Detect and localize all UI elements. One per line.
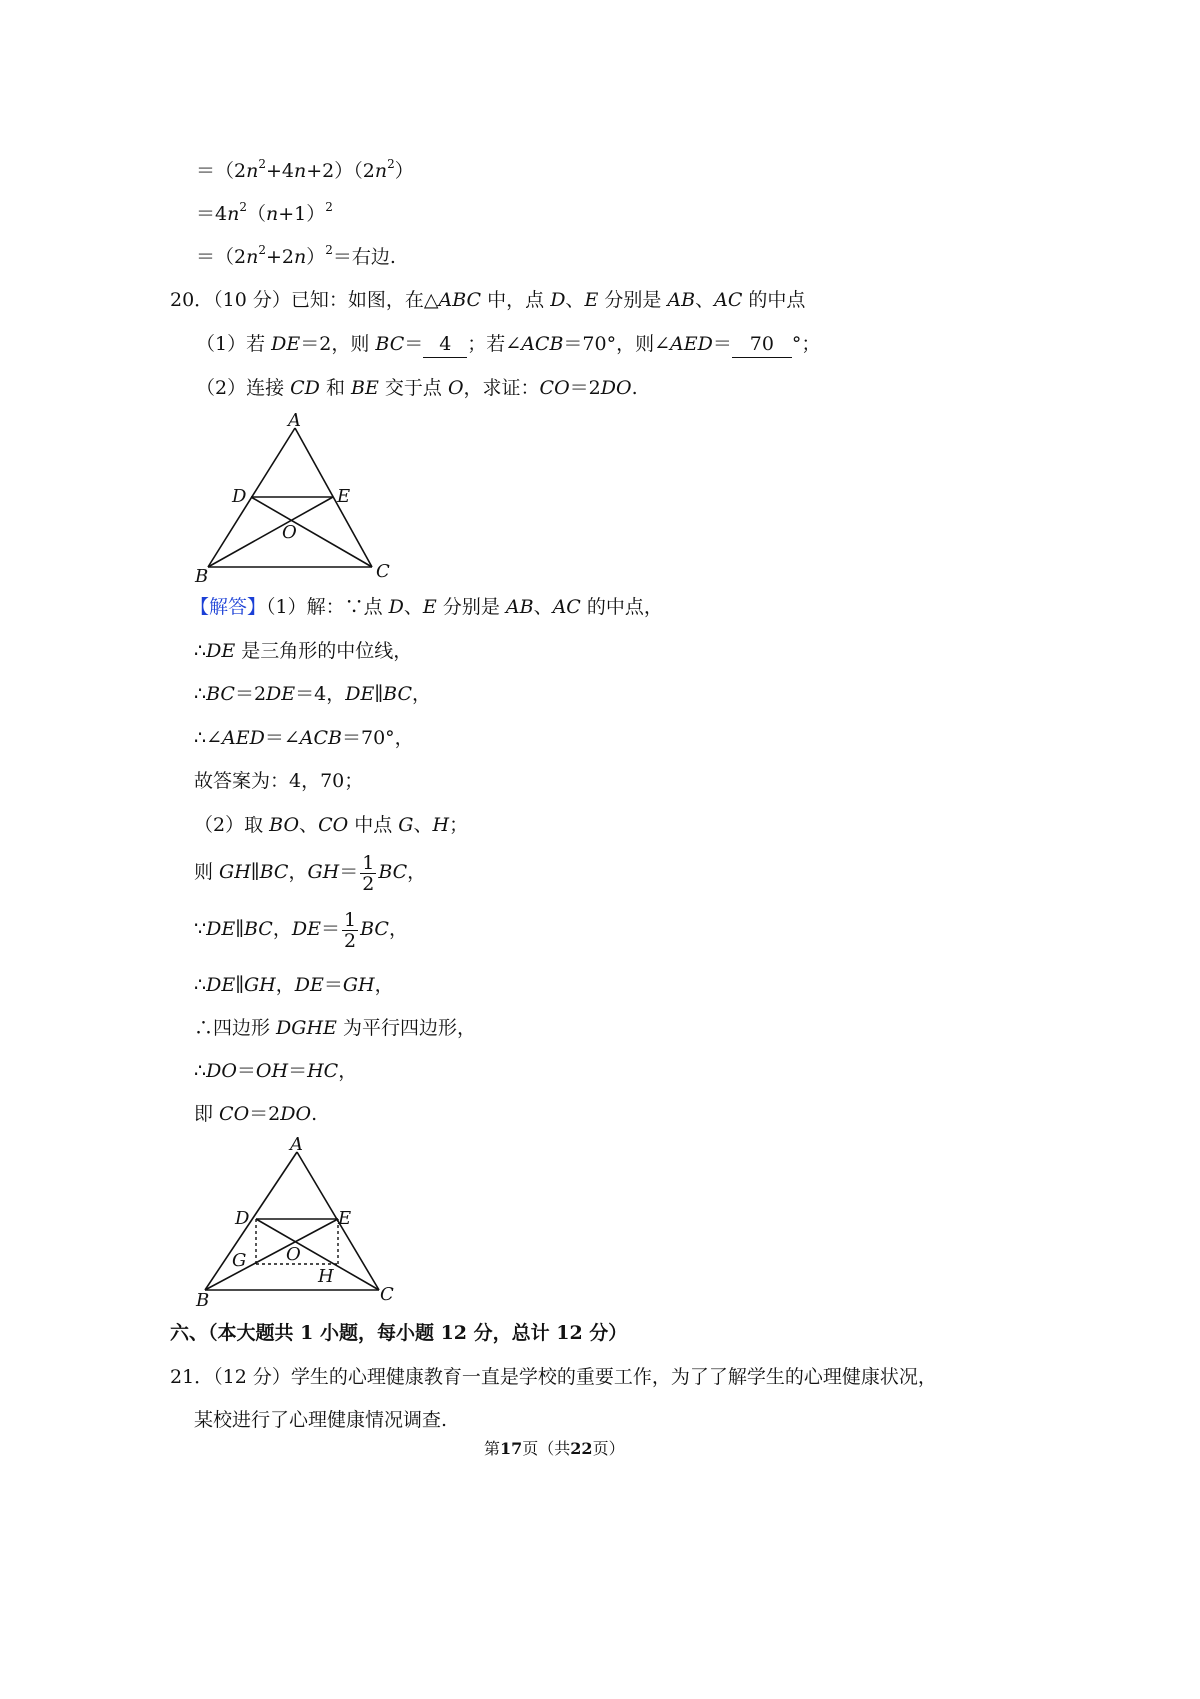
solution-line-11: ∴DO＝OH＝HC， xyxy=(194,1060,358,1082)
label-c: C xyxy=(376,561,390,582)
equation-line-1: $=(2n^2+4n+2)(2n^2)$ xyxy=(196,157,414,182)
solution-line-1: 【解答】（1）解：∵点 D、E 分别是 AB、AC 的中点， xyxy=(190,596,663,618)
solution-line-12: 即 CO＝2DO. xyxy=(194,1103,318,1125)
answer-blank-2: 70 xyxy=(732,331,792,358)
label-d: D xyxy=(235,1208,250,1229)
answer-blank-1: 4 xyxy=(423,331,467,358)
page-footer: 第17页（共22页） xyxy=(484,1439,625,1458)
label-e: E xyxy=(338,1208,352,1229)
question-20-part-1: （1）若 DE＝2，则 BC＝ 4 ；若∠ACB＝70°，则∠AED＝ 70 °； xyxy=(196,331,820,358)
solution-line-5: 故答案为：4，70； xyxy=(194,770,364,792)
fraction-half-2: $\frac{1}{2}$ xyxy=(343,908,357,952)
question-21-line-1: 21．（12 分）学生的心理健康教育一直是学校的重要工作，为了了解学生的心理健康状况， xyxy=(170,1366,937,1388)
label-h: H xyxy=(318,1266,334,1287)
label-o: O xyxy=(282,522,297,543)
label-a: A xyxy=(290,1134,303,1155)
side-ab xyxy=(205,1152,297,1290)
label-o: O xyxy=(286,1244,301,1265)
question-21-line-2: 某校进行了心理健康情况调查. xyxy=(194,1409,448,1431)
solution-line-4: ∴∠AED＝∠ACB＝70°， xyxy=(194,727,414,749)
solution-line-10: ∴四边形 DGHE 为平行四边形， xyxy=(194,1017,476,1039)
label-a: A xyxy=(288,410,301,431)
question-20-intro: 20．（10 分）已知：如图，在△ABC 中，点 D、E 分别是 AB、AC 的中点 xyxy=(170,289,806,311)
solution-line-3: ∴BC＝2DE＝4，DE∥BC， xyxy=(194,683,432,705)
label-d: D xyxy=(232,486,247,507)
solution-line-6: （2）取 BO、CO 中点 G、H； xyxy=(194,814,469,836)
section-6-heading: 六、（本大题共 1 小题，每小题 12 分，总计 12 分） xyxy=(170,1322,628,1344)
solution-line-7: 则 GH∥BC，GH＝ $\frac{1}{2}$ BC， xyxy=(194,851,427,895)
triangle-figure-2 xyxy=(190,1132,410,1312)
label-e: E xyxy=(337,486,351,507)
solution-tag: 【解答】 xyxy=(190,596,267,618)
equation-line-3: $=(2n^2+2n)^2=$右边. xyxy=(196,243,396,268)
solution-line-8: ∵DE∥BC，DE＝ $\frac{1}{2}$ BC， xyxy=(194,908,408,952)
question-20-part-2: （2）连接 CD 和 BE 交于点 O，求证：CO＝2DO. xyxy=(196,377,638,399)
solution-line-2: ∴DE 是三角形的中位线， xyxy=(194,640,413,662)
equation-line-2: $=4n^2(n+1)^2$ xyxy=(196,200,333,225)
triangle-figure-1 xyxy=(190,405,410,590)
label-g: G xyxy=(232,1250,247,1271)
fraction-half: $\frac{1}{2}$ xyxy=(362,851,375,895)
label-b: B xyxy=(196,1290,210,1311)
solution-line-9: ∴DE∥GH，DE＝GH， xyxy=(194,974,394,996)
label-c: C xyxy=(380,1284,394,1305)
label-b: B xyxy=(195,566,209,587)
